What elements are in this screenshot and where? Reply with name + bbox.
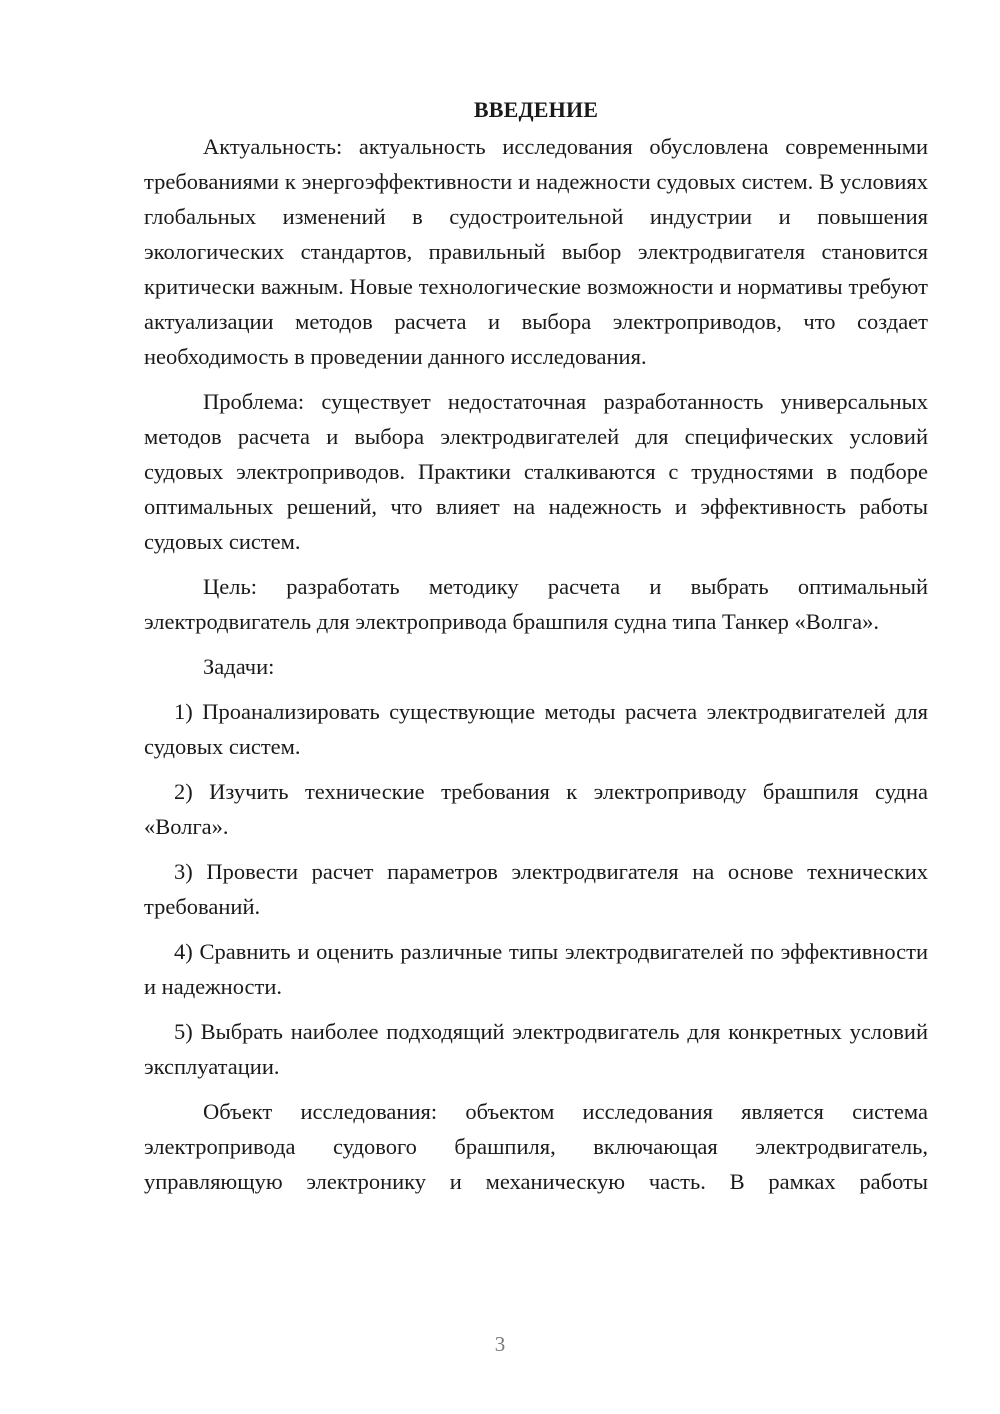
section-heading: ВВЕДЕНИЕ bbox=[473, 97, 599, 122]
task-item-3: 3) Провести расчет параметров электродвигателя на основе технических требований. bbox=[144, 859, 928, 919]
task-item-1: 1) Проанализировать существующие методы расчета электродвигателей для судовых систем. bbox=[144, 699, 928, 759]
task-item-4: 4) Сравнить и оценить различные типы электродвигателей по эффективности и надежности. bbox=[144, 939, 928, 999]
paragraph-relevance: Актуальность: актуальность исследования обусловлена современными требованиями к энергоэффективности и надежности судовых систем. В условиях глобальных изменений в судостроительной индустрии и повышения экологических стандартов, правильный выбор электродвигателя становится критически важным. Новые технологические возможности и нормативы требуют актуализации методов расчета и выбора электроприводов, что создает необходимость в проведении данного исследования. bbox=[144, 134, 928, 369]
document-page bbox=[144, 92, 928, 1199]
tasks-label: Задачи: bbox=[203, 654, 275, 679]
task-item-5: 5) Выбрать наиболее подходящий электродвигатель для конкретных условий эксплуатации. bbox=[144, 1019, 928, 1079]
page-number: 3 bbox=[494, 1332, 506, 1356]
task-item-2: 2) Изучить технические требования к электроприводу брашпиля судна «Волга». bbox=[144, 779, 928, 839]
paragraph-problem: Проблема: существует недостаточная разработанность универсальных методов расчета и выбора электродвигателей для специфических условий судовых электроприводов. Практики сталкиваются с трудностями в подборе оптимальных решений, что влияет на надежность и эффективность работы судовых систем. bbox=[144, 389, 928, 554]
paragraph-goal: Цель: разработать методику расчета и выбрать оптимальный электродвигатель для электропривода брашпиля судна типа Танкер «Волга». bbox=[144, 574, 928, 634]
paragraph-object: Объект исследования: объектом исследования является система электропривода судового брашпиля, включающая электродвигатель, управляющую электронику и механическую часть. В рамках работы bbox=[144, 1099, 928, 1194]
